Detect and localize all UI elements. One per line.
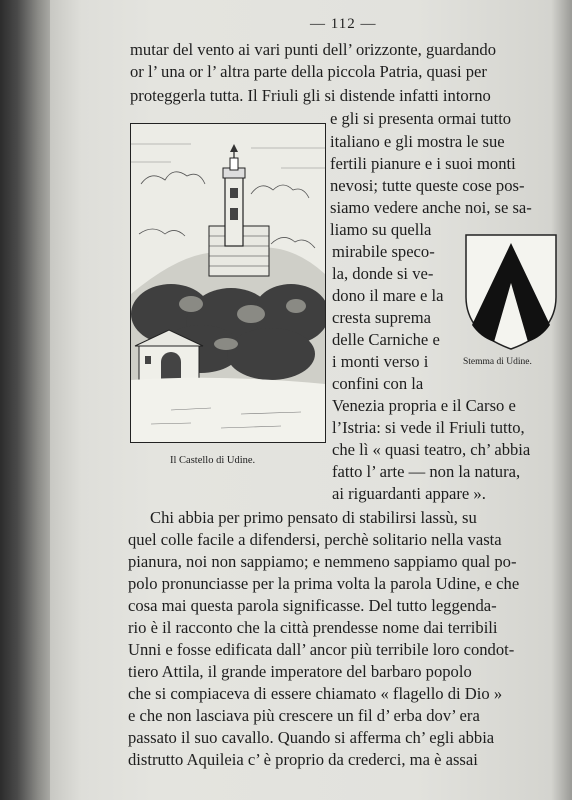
text-line: Unni e fosse edificata dall’ ancor più terribile loro condot-: [128, 640, 515, 659]
page-number: — 112 —: [310, 16, 377, 32]
castle-caption: Il Castello di Udine.: [170, 455, 256, 466]
text-line: e gli si presenta ormai tutto: [330, 109, 512, 128]
text-line: fatto l’ arte — non la natura,: [332, 462, 521, 481]
text-line: e che non lasciava più crescere un fil d’ erba dov’ era: [128, 706, 480, 725]
text-line: Venezia propria e il Carso e: [332, 396, 516, 415]
text-line: tiero Attila, il grande imperatore del barbaro popolo: [128, 662, 472, 681]
shield-caption: Stemma di Udine.: [463, 357, 532, 367]
text-line: italiano e gli mostra le sue: [330, 132, 505, 151]
shield-icon: [464, 233, 558, 351]
text-line: rio è il racconto che la città prendesse nome dai terribili: [128, 618, 498, 637]
text-line: proteggerla tutta. Il Friuli gli si distende infatti intorno: [130, 86, 491, 105]
coat-of-arms-illustration: [464, 233, 558, 351]
text-line: dono il mare e la: [332, 286, 444, 305]
text-line: i monti verso i: [332, 352, 429, 371]
text-line: or l’ una or l’ altra parte della piccola Patria, quasi per: [130, 62, 487, 81]
text-line: delle Carniche e: [332, 330, 440, 349]
text-line: cosa mai questa parola significasse. Del tutto leggenda-: [128, 596, 497, 615]
text-line: Chi abbia per primo pensato di stabilirsi lassù, su: [150, 508, 477, 527]
text-line: che si compiaceva di essere chiamato « flagello di Dio »: [128, 684, 503, 703]
text-line: l’Istria: si vede il Friuli tutto,: [332, 418, 525, 437]
text-line: cresta suprema: [332, 308, 432, 327]
text-line: siamo vedere anche noi, se sa-: [330, 198, 532, 217]
text-line: che lì « quasi teatro, ch’ abbia: [332, 440, 531, 459]
text-line: mirabile speco-: [332, 242, 435, 261]
text-line: confini con la: [332, 374, 424, 393]
text-line: distrutto Aquileia c’ è proprio da crederci, ma è assai: [128, 750, 478, 769]
text-line: nevosi; tutte queste cose pos-: [330, 176, 525, 195]
text-line: pianura, noi non sappiamo; e nemmeno sappiamo qual po-: [128, 552, 517, 571]
text-line: fertili pianure e i suoi monti: [330, 154, 516, 173]
text-line: liamo su quella: [330, 220, 432, 239]
text-line: mutar del vento ai vari punti dell’ orizzonte, guardando: [130, 40, 497, 59]
castle-illustration: [130, 123, 326, 443]
text-line: polo pronunciasse per la prima volta la parola Udine, e che: [128, 574, 520, 593]
text-line: quel colle facile a difendersi, perchè solitario nella vasta: [128, 530, 502, 549]
text-line: la, donde si ve-: [332, 264, 434, 283]
text-line: passato il suo cavallo. Quando si afferma ch’ egli abbia: [128, 728, 495, 747]
castle-drawing: [131, 124, 325, 442]
text-line: ai riguardanti appare ».: [332, 484, 486, 503]
